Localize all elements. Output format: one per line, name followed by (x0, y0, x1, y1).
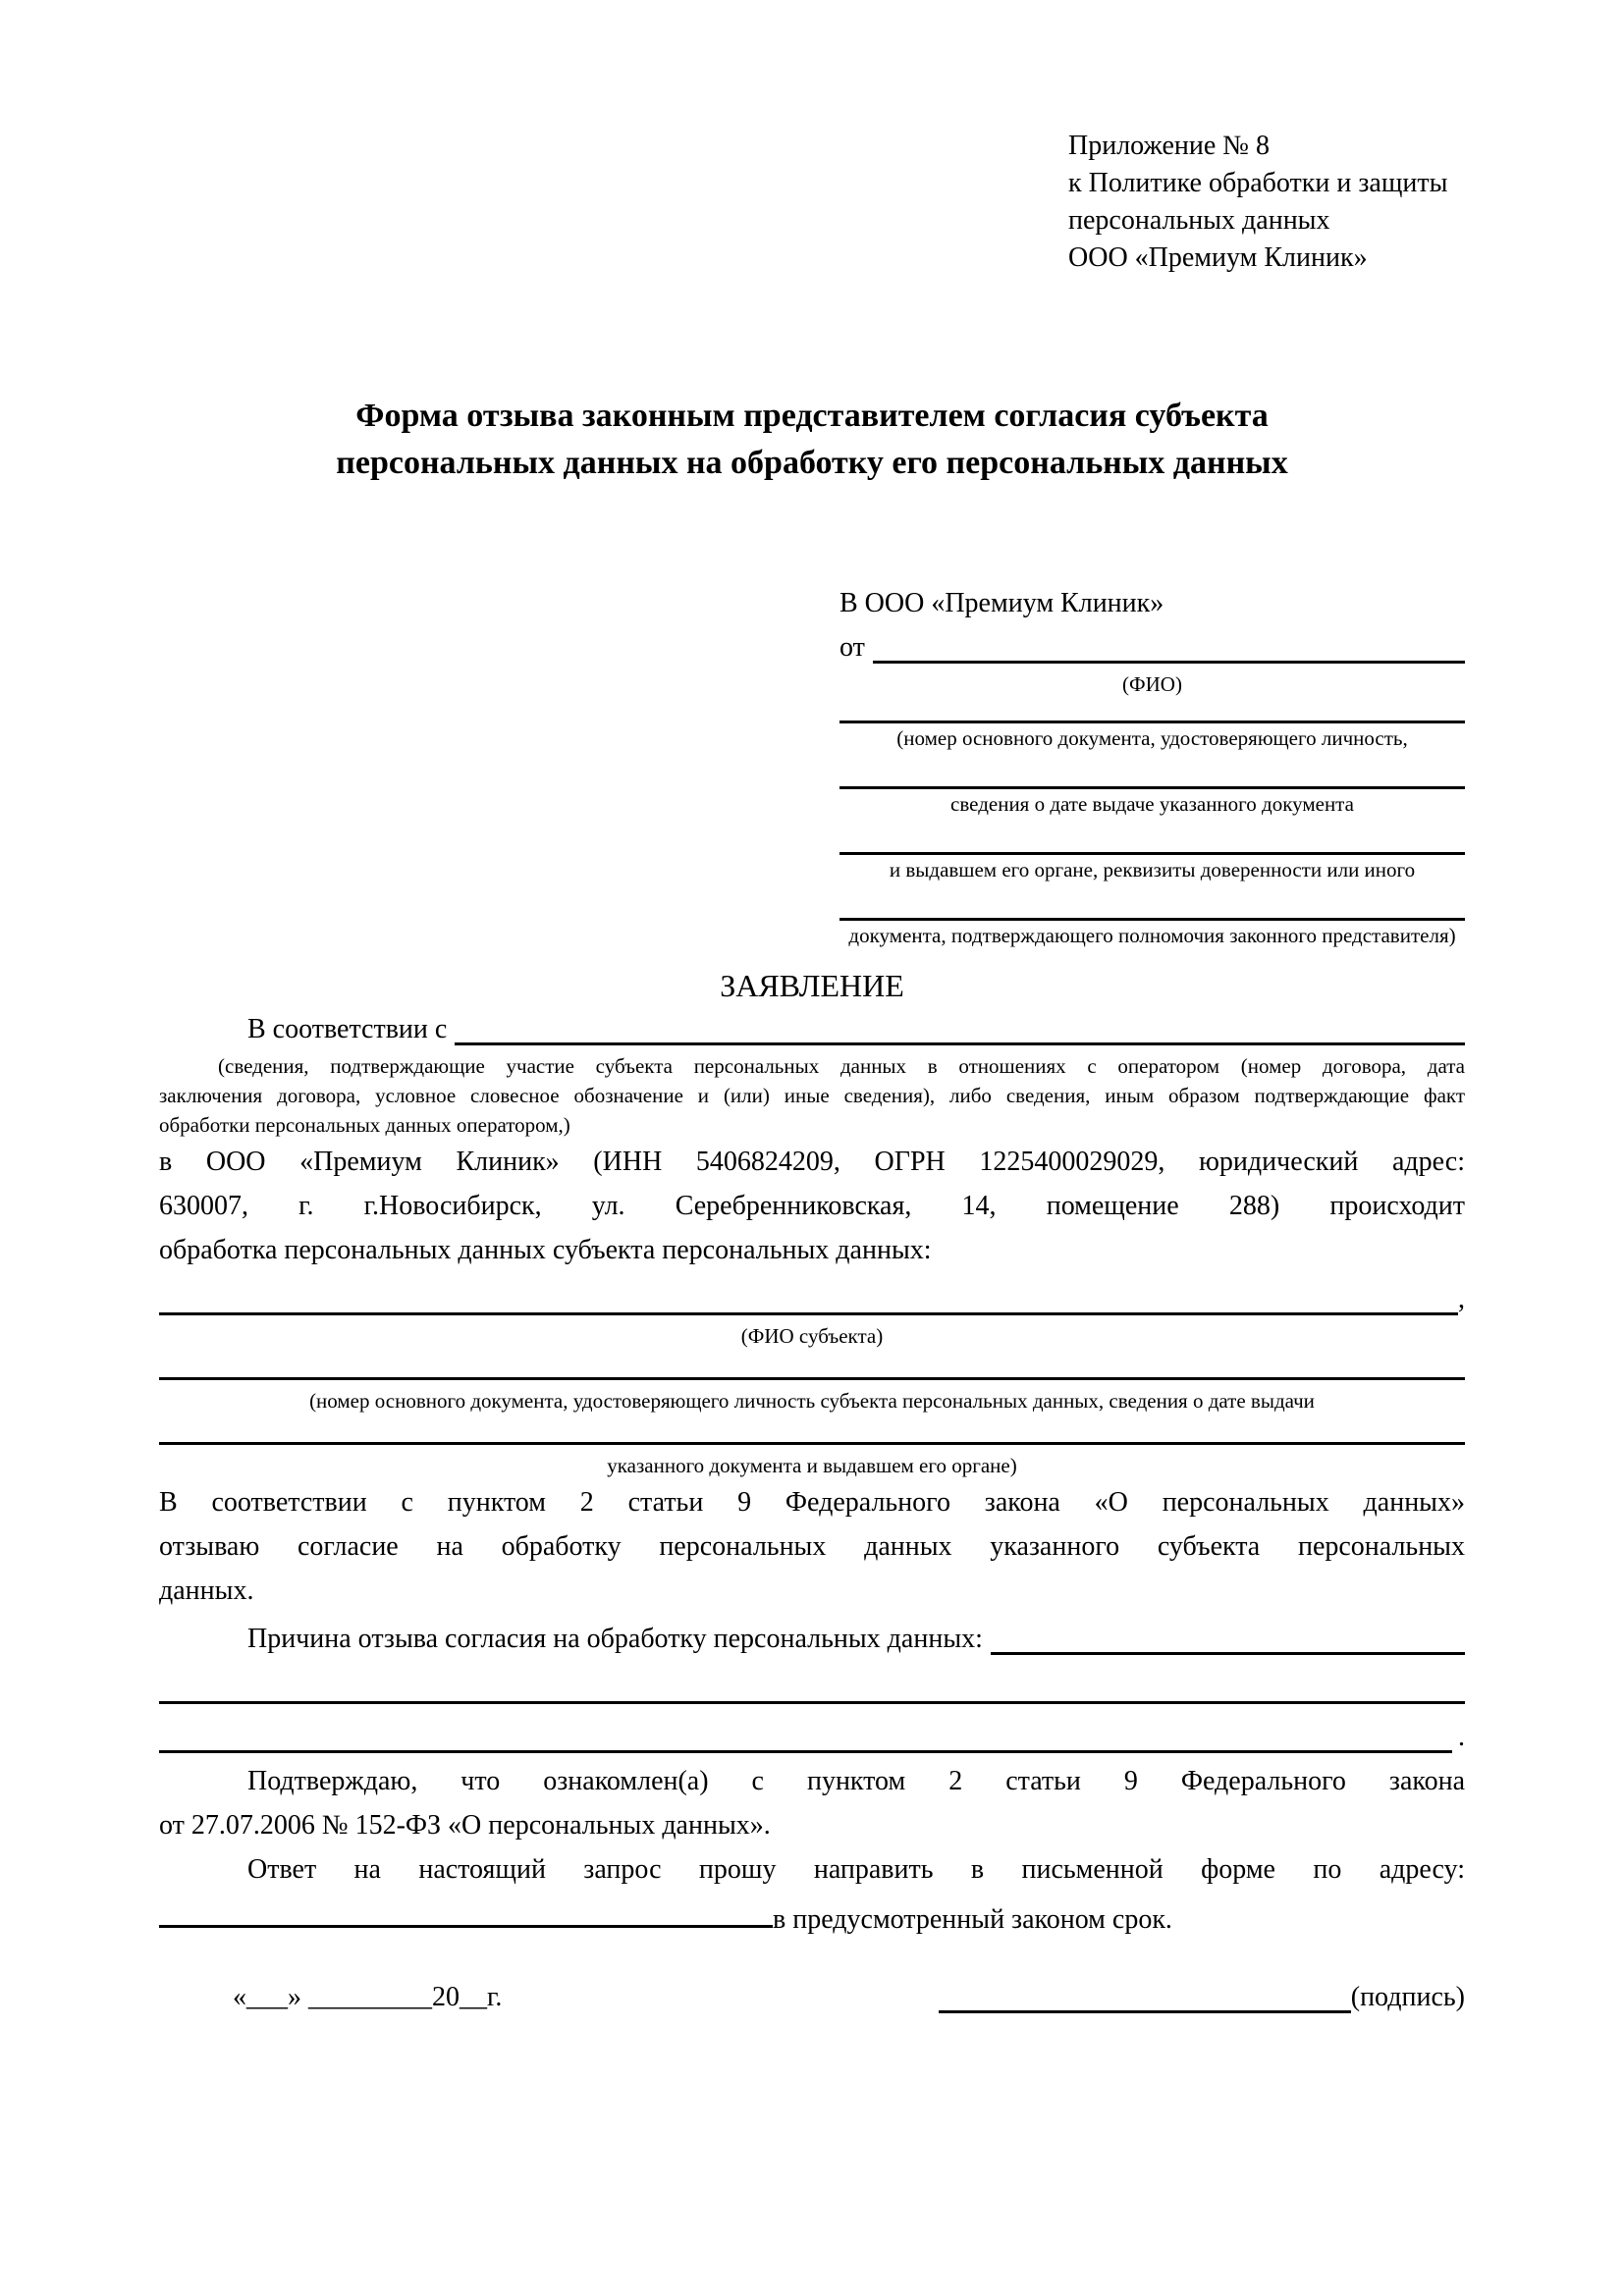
doc-issue-date-caption: сведения о дате выдаче указанного документа (950, 792, 1354, 816)
appendix-line: Приложение № 8 (1068, 131, 1270, 161)
reason-blank-field-line3[interactable] (159, 1750, 1452, 1753)
from-label: от (839, 632, 865, 663)
withdraw-paragraph-line: В соответствии с пунктом 2 статьи 9 Федерального закона «О персональных данных» (159, 1487, 1465, 1518)
signature-caption: (подпись) (1350, 1982, 1465, 2012)
subject-fio-blank-field[interactable] (159, 1312, 1458, 1315)
statement-heading: ЗАЯВЛЕНИЕ (720, 968, 904, 1003)
withdraw-paragraph-line: отзываю согласие на обработку персональных данных указанного субъекта персональных (159, 1531, 1465, 1562)
subject-doc-row2 (159, 1415, 1465, 1451)
basis-caption-line: обработки персональных данных оператором,) (159, 1113, 570, 1137)
doc-number-blank-field[interactable] (839, 699, 1465, 723)
date-blank-field[interactable]: «___» _________20__г. (233, 1982, 503, 2012)
subject-fio-row (159, 1272, 1465, 1321)
subject-doc-caption: (номер основного документа, удостоверяющего личность субъекта персональных данных, сведения о дате выдачи (309, 1389, 1315, 1413)
reason-blank-field[interactable] (991, 1617, 1465, 1655)
basis-blank-field[interactable] (455, 1007, 1465, 1045)
subject-doc-row (159, 1351, 1465, 1386)
appendix-line: персональных данных (1068, 205, 1330, 236)
doc-powers-caption: документа, подтверждающего полномочия законного представителя) (848, 924, 1456, 947)
basis-row (159, 1007, 1465, 1051)
doc-issue-date-blank-field[interactable] (839, 765, 1465, 789)
signature-blank-field[interactable] (939, 1977, 1351, 2013)
operator-paragraph-line: 630007, г. г.Новосибирск, ул. Серебренниковская, 14, помещение 288) происходит (159, 1191, 1465, 1221)
reply-paragraph-line: Ответ на настоящий запрос прошу направить в письменной форме по адресу: (247, 1854, 1465, 1885)
addressee-block (839, 581, 1465, 950)
doc-powers-blank-field[interactable] (839, 896, 1465, 921)
subject-fio-comma: , (1458, 1284, 1465, 1314)
representative-doc-block (839, 699, 1465, 753)
reason-extra-row2 (159, 1710, 1465, 1759)
subject-doc-blank-field[interactable] (159, 1377, 1465, 1380)
appendix-line: к Политике обработки и защиты (1068, 168, 1448, 198)
addressee-to: В ООО «Премиум Клиник» (839, 588, 1164, 618)
doc-authority-blank-field[interactable] (839, 830, 1465, 855)
confirm-paragraph-line: Подтверждаю, что ознакомлен(а) с пунктом 2 статьи 9 Федерального закона (247, 1766, 1465, 1796)
subject-doc-blank-field2[interactable] (159, 1442, 1465, 1445)
basis-caption-line: (сведения, подтверждающие участие субъекта персональных данных в отношениях с оператором (номер договора, дата (218, 1054, 1465, 1078)
doc-number-caption: (номер основного документа, удостоверяющего личность, (896, 726, 1408, 750)
representative-doc-block (839, 765, 1465, 819)
fio-blank-field[interactable] (873, 625, 1465, 664)
reason-row (159, 1617, 1465, 1661)
reason-period: . (1458, 1722, 1465, 1752)
operator-paragraph-line: в ООО «Премиум Клиник» (ИНН 5406824209, ОГРН 1225400029029, юридический адрес: (159, 1147, 1465, 1177)
subject-doc-caption2: указанного документа и выдавшем его органе) (607, 1454, 1017, 1477)
withdraw-paragraph-line: данных. (159, 1575, 254, 1606)
operator-paragraph-line: обработка персональных данных субъекта персональных данных: (159, 1235, 932, 1265)
appendix-line: ООО «Премиум Клиник» (1068, 242, 1368, 273)
reason-label: Причина отзыва согласия на обработку персональных данных: (247, 1624, 983, 1654)
page-title: Форма отзыва законным представителем согласия субъекта персональных данных на обработку его персональных данных (336, 398, 1288, 481)
signature-area (939, 1975, 1465, 2019)
representative-doc-block (839, 830, 1465, 884)
reason-extra-row (159, 1661, 1465, 1710)
basis-caption-line: заключения договора, условное словесное обозначение и (или) иные сведения), либо сведения, иным образом подтверждающие факт (159, 1084, 1465, 1107)
basis-label: В соответствии с (247, 1014, 448, 1044)
confirm-paragraph-line: от 27.07.2006 № 152-ФЗ «О персональных данных». (159, 1810, 771, 1841)
doc-authority-caption: и выдавшем его органе, реквизиты доверенности или иного (889, 858, 1416, 881)
representative-doc-block (839, 896, 1465, 950)
reason-blank-field-line2[interactable] (159, 1701, 1465, 1704)
reply-suffix: в предусмотренный законом срок. (773, 1904, 1172, 1935)
appendix-block (1068, 128, 1465, 277)
reply-address-row (159, 1892, 1465, 1942)
addressee-from-row (839, 625, 1465, 669)
fio-caption: (ФИО) (1122, 672, 1182, 696)
reply-address-blank-field[interactable] (159, 1892, 773, 1928)
footer-row (159, 1975, 1465, 2019)
subject-fio-caption: (ФИО субъекта) (740, 1324, 884, 1348)
